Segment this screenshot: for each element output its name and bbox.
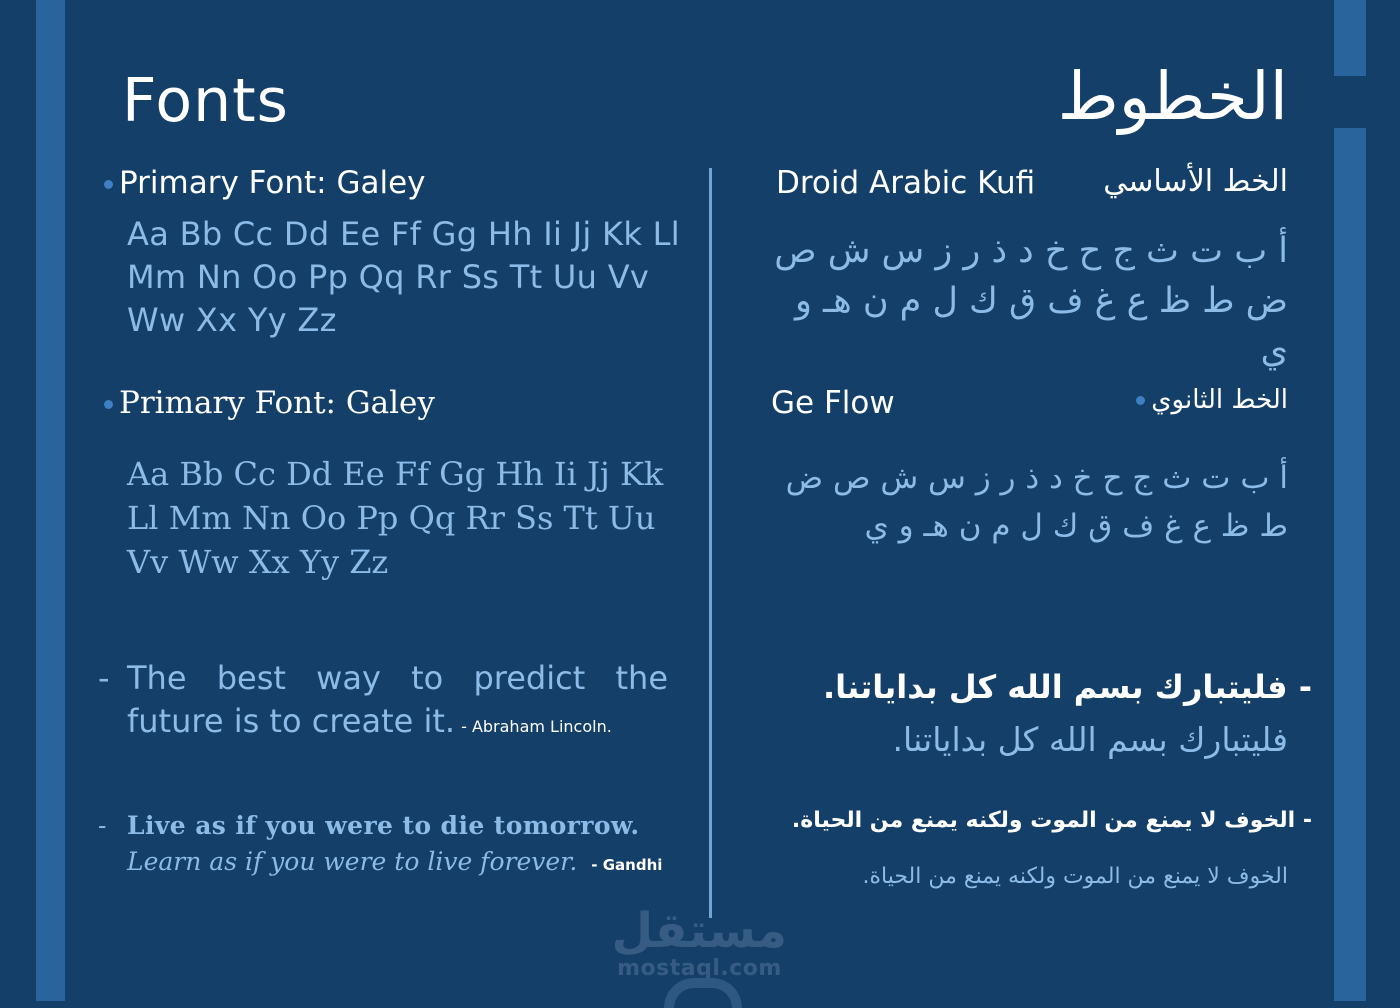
primary-font-alphabet: Aa Bb Cc Dd Ee Ff Gg Hh Ii Jj Kk Ll Mm Nn Oo Pp Qq Rr Ss Tt Uu Vv Ww Xx Yy Zz: [127, 215, 680, 339]
arabic-quote-2-regular: الخوف لا يمنع من الموت ولكنه يمنع من الحياة.: [862, 864, 1288, 889]
mostaql-watermark: [612, 905, 787, 981]
arabic-secondary-heading: [1130, 385, 1288, 415]
primary-font-heading: [98, 165, 426, 201]
quote-body: [127, 657, 668, 748]
title-english: Fonts: [122, 66, 289, 136]
english-quote-2: [98, 808, 668, 883]
watermark-latin: mostaql.com: [617, 956, 782, 981]
quote-author: - Gandhi: [591, 856, 663, 874]
quote-line-1: Live as if you were to die tomorrow.: [127, 811, 640, 840]
arabic-secondary-font-name: Ge Flow: [771, 385, 895, 421]
arabic-primary-font-name: Droid Arabic Kufi: [776, 165, 1036, 201]
quote-text: الخوف لا يمنع من الموت ولكنه يمنع من الحياة.: [791, 808, 1296, 833]
bullet-icon: [104, 400, 113, 409]
secondary-font-heading-text: Primary Font: Galey: [119, 385, 435, 421]
quote-dash: -: [1298, 668, 1312, 706]
arabic-secondary-heading-text: الخط الثانوي: [1151, 385, 1288, 415]
secondary-font-heading: [98, 385, 435, 421]
left-accent-stripe: [36, 0, 65, 1001]
english-quote-1: [98, 657, 668, 748]
quote-dash: -: [98, 659, 110, 697]
quote-text: فليتبارك بسم الله كل بداياتنا.: [823, 668, 1288, 706]
arabic-primary-alphabet: أ ب ت ث ج ح خ د ذ ر ز س ش ص ض ط ظ ع غ ف ق ك ل م ن هـ و ي: [774, 231, 1288, 371]
watermark-arabic: مستقل: [611, 903, 787, 959]
bullet-icon: [104, 180, 113, 189]
right-accent-stripe-top: [1334, 0, 1366, 76]
quote-text: The best way to predict the future is to create it.: [127, 659, 668, 740]
secondary-font-alphabet: Aa Bb Cc Dd Ee Ff Gg Hh Ii Jj Kk Ll Mm Nn Oo Pp Qq Rr Ss Tt Uu Vv Ww Xx Yy Zz: [127, 455, 664, 581]
watermark-arch-icon: [664, 978, 742, 1008]
quote-line-2: Learn as if you were to live forever.: [127, 847, 578, 876]
center-divider: [709, 168, 712, 918]
quote-author: - Abraham Lincoln.: [461, 717, 612, 736]
arabic-quote-2-bold: [792, 808, 1312, 833]
arabic-primary-heading: الخط الأساسي: [1103, 164, 1288, 199]
quote-body: [127, 808, 668, 883]
right-accent-stripe-bottom: [1334, 128, 1366, 1001]
quote-dash: -: [98, 811, 107, 840]
arabic-quote-1-bold: [823, 668, 1312, 706]
primary-font-heading-text: Primary Font: Galey: [119, 165, 426, 201]
arabic-quote-1-regular: فليتبارك بسم الله كل بداياتنا.: [892, 720, 1288, 759]
title-arabic: الخطوط: [1057, 58, 1288, 135]
bullet-icon: [1136, 396, 1145, 405]
arabic-secondary-alphabet: أ ب ت ث ج ح خ د ذ ر ز س ش ص ض ط ظ ع غ ف ق ك ل م ن هـ و ي: [785, 460, 1288, 544]
quote-dash: -: [1302, 808, 1312, 833]
